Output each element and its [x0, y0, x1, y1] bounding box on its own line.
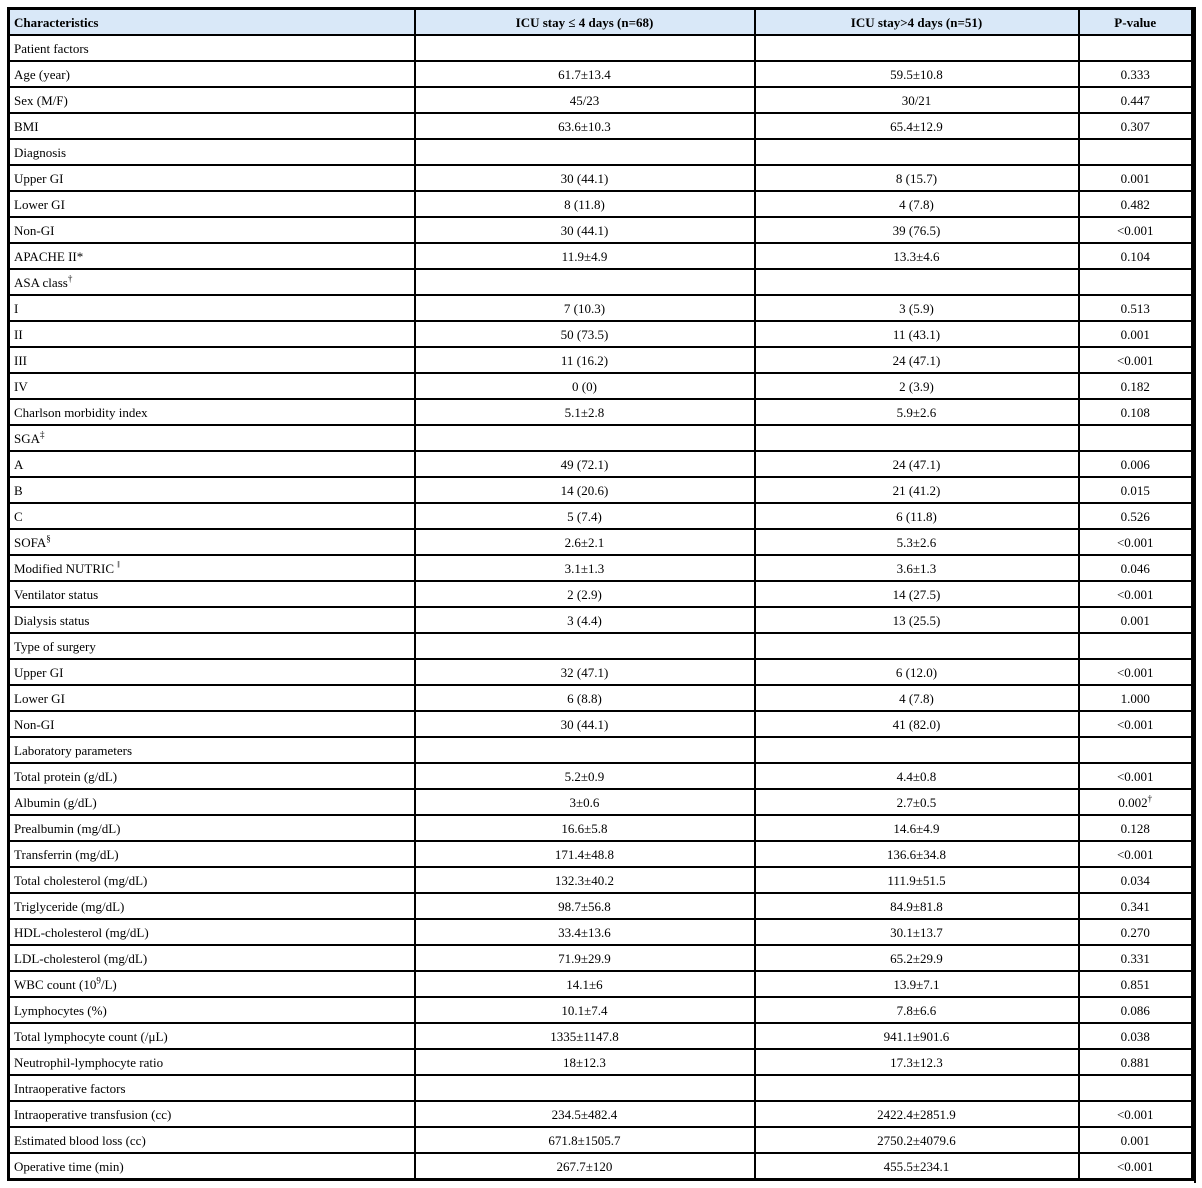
table-row: [9, 217, 1193, 243]
group1-value: 71.9±29.9: [415, 945, 755, 971]
group2-value: 14 (27.5): [755, 581, 1079, 607]
row-label: III: [9, 347, 415, 373]
table-row: [9, 607, 1193, 633]
group2-value: [755, 1075, 1079, 1101]
group2-value: 2422.4±2851.9: [755, 1101, 1079, 1127]
label-superscript: ‡: [40, 429, 45, 440]
group2-value: 3.6±1.3: [755, 555, 1079, 581]
table-row: [9, 191, 1193, 217]
p-value: <0.001: [1079, 347, 1193, 373]
group1-value: [415, 737, 755, 763]
row-label: Transferrin (mg/dL): [9, 841, 415, 867]
row-label: Neutrophil-lymphocyte ratio: [9, 1049, 415, 1075]
col-header-characteristics: Characteristics: [9, 9, 415, 36]
group2-value: 7.8±6.6: [755, 997, 1079, 1023]
group1-value: 2.6±2.1: [415, 529, 755, 555]
group1-value: [415, 269, 755, 295]
p-value: 0.001: [1079, 321, 1193, 347]
table-row: [9, 243, 1193, 269]
p-value: [1079, 425, 1193, 451]
group2-value: 941.1±901.6: [755, 1023, 1079, 1049]
row-label: Lower GI: [9, 685, 415, 711]
table-row: [9, 87, 1193, 113]
group1-value: 2 (2.9): [415, 581, 755, 607]
p-value: [1079, 737, 1193, 763]
row-label: Sex (M/F): [9, 87, 415, 113]
table-row: [9, 165, 1193, 191]
p-value: <0.001: [1079, 711, 1193, 737]
table-row: [9, 113, 1193, 139]
table-row: [9, 789, 1193, 815]
p-value: <0.001: [1079, 841, 1193, 867]
table-row: [9, 893, 1193, 919]
group2-value: 65.4±12.9: [755, 113, 1079, 139]
p-value: 0.006: [1079, 451, 1193, 477]
group2-value: 13.9±7.1: [755, 971, 1079, 997]
group1-value: 18±12.3: [415, 1049, 755, 1075]
p-value: [1079, 35, 1193, 61]
p-value: 0.108: [1079, 399, 1193, 425]
table-row: [9, 295, 1193, 321]
group1-value: 50 (73.5): [415, 321, 755, 347]
row-label: Ventilator status: [9, 581, 415, 607]
group1-value: 16.6±5.8: [415, 815, 755, 841]
row-label: Total protein (g/dL): [9, 763, 415, 789]
label-superscript: †: [67, 273, 73, 284]
table-body: [9, 35, 1193, 1180]
p-value: 0.526: [1079, 503, 1193, 529]
row-label: Lower GI: [9, 191, 415, 217]
table-row: [9, 503, 1193, 529]
p-value: [1079, 633, 1193, 659]
group2-value: 17.3±12.3: [755, 1049, 1079, 1075]
group2-value: 2.7±0.5: [755, 789, 1079, 815]
group1-value: 8 (11.8): [415, 191, 755, 217]
group1-value: [415, 139, 755, 165]
row-label: Triglyceride (mg/dL): [9, 893, 415, 919]
row-label: Non-GI: [9, 217, 415, 243]
group1-value: 63.6±10.3: [415, 113, 755, 139]
group2-value: 59.5±10.8: [755, 61, 1079, 87]
row-label: II: [9, 321, 415, 347]
row-label: WBC count $(10^9/L)$: [9, 971, 415, 997]
p-value: 0.015: [1079, 477, 1193, 503]
group2-value: 6 (11.8): [755, 503, 1079, 529]
p-value: 1.000: [1079, 685, 1193, 711]
row-label: Non-GI: [9, 711, 415, 737]
col-header-icu-stay-gt-4-days: ICU stay>4 days (n=51): [755, 9, 1079, 36]
group2-value: 84.9±81.8: [755, 893, 1079, 919]
row-label: Prealbumin (mg/dL): [9, 815, 415, 841]
table-row: [9, 529, 1193, 555]
col-header-p-value: P-value: [1079, 9, 1193, 36]
row-label: Total cholesterol (mg/dL): [9, 867, 415, 893]
group2-value: 30.1±13.7: [755, 919, 1079, 945]
group2-value: 136.6±34.8: [755, 841, 1079, 867]
row-label: LDL-cholesterol (mg/dL): [9, 945, 415, 971]
table-row: [9, 919, 1193, 945]
p-value: 0.333: [1079, 61, 1193, 87]
p-value: 0.307: [1079, 113, 1193, 139]
table-row: [9, 841, 1193, 867]
table-row: [9, 737, 1193, 763]
table-row: [9, 1101, 1193, 1127]
p-value: 0.331: [1079, 945, 1193, 971]
group2-value: 13.3±4.6: [755, 243, 1079, 269]
row-label: Patient factors: [9, 35, 415, 61]
col-header-icu-stay-le-4-days: ICU stay ≤ 4 days (n=68): [415, 9, 755, 36]
row-label: Age (year): [9, 61, 415, 87]
table-row: [9, 35, 1193, 61]
row-label: BMI: [9, 113, 415, 139]
group1-value: 11 (16.2): [415, 347, 755, 373]
group2-value: 4.4±0.8: [755, 763, 1079, 789]
p-value: <0.001: [1079, 217, 1193, 243]
table-row: [9, 633, 1193, 659]
p-value: 0.034: [1079, 867, 1193, 893]
group2-value: 13 (25.5): [755, 607, 1079, 633]
p-value: [1079, 139, 1193, 165]
p-value: <0.001: [1079, 1153, 1193, 1180]
label-superscript: §: [46, 533, 51, 544]
row-label: Modified NUTRIC ‖: [9, 555, 415, 581]
p-value: 0.086: [1079, 997, 1193, 1023]
group1-value: 14.1±6: [415, 971, 755, 997]
group1-value: 30 (44.1): [415, 165, 755, 191]
label-superscript: ‖: [117, 559, 120, 570]
group2-value: [755, 737, 1079, 763]
row-label: Diagnosis: [9, 139, 415, 165]
group1-value: 45/23: [415, 87, 755, 113]
row-label: HDL-cholesterol (mg/dL): [9, 919, 415, 945]
label-superscript: 9: [96, 975, 101, 986]
group1-value: 98.7±56.8: [415, 893, 755, 919]
row-label: Albumin (g/dL): [9, 789, 415, 815]
p-value: 0.001: [1079, 607, 1193, 633]
row-label: Laboratory parameters: [9, 737, 415, 763]
group2-value: [755, 35, 1079, 61]
p-value: <0.001: [1079, 659, 1193, 685]
group1-value: 61.7±13.4: [415, 61, 755, 87]
table-row: [9, 477, 1193, 503]
p-value: <0.001: [1079, 581, 1193, 607]
group1-value: 5.1±2.8: [415, 399, 755, 425]
p-value: 0.447: [1079, 87, 1193, 113]
group2-value: 3 (5.9): [755, 295, 1079, 321]
p-value: 0.002†: [1079, 789, 1193, 815]
group2-value: [755, 139, 1079, 165]
p-value: 0.001: [1079, 1127, 1193, 1153]
group1-value: 14 (20.6): [415, 477, 755, 503]
group2-value: [755, 633, 1079, 659]
group1-value: [415, 425, 755, 451]
table-row: [9, 61, 1193, 87]
group2-value: 21 (41.2): [755, 477, 1079, 503]
group2-value: 2 (3.9): [755, 373, 1079, 399]
group1-value: 132.3±40.2: [415, 867, 755, 893]
header-row: [9, 9, 1193, 36]
group2-value: 5.3±2.6: [755, 529, 1079, 555]
row-label: B: [9, 477, 415, 503]
p-value: 0.046: [1079, 555, 1193, 581]
row-label: Operative time (min): [9, 1153, 415, 1180]
p-value: 0.182: [1079, 373, 1193, 399]
p-value: 0.851: [1079, 971, 1193, 997]
table-row: [9, 1023, 1193, 1049]
group1-value: 49 (72.1): [415, 451, 755, 477]
table-row: [9, 425, 1193, 451]
table-row: [9, 945, 1193, 971]
group2-value: 111.9±51.5: [755, 867, 1079, 893]
group1-value: 32 (47.1): [415, 659, 755, 685]
table-row: [9, 971, 1193, 997]
group1-value: 3±0.6: [415, 789, 755, 815]
p-value: [1079, 1075, 1193, 1101]
group1-value: 5 (7.4): [415, 503, 755, 529]
table-row: [9, 685, 1193, 711]
group1-value: 3.1±1.3: [415, 555, 755, 581]
table-row: [9, 373, 1193, 399]
group2-value: 4 (7.8): [755, 191, 1079, 217]
group2-value: 30/21: [755, 87, 1079, 113]
table-row: [9, 399, 1193, 425]
table-row: [9, 1153, 1193, 1180]
table-outer-frame-line: [1194, 7, 1196, 1183]
row-label: Lymphocytes (%): [9, 997, 415, 1023]
group2-value: 41 (82.0): [755, 711, 1079, 737]
row-label: Charlson morbidity index: [9, 399, 415, 425]
p-value: 0.482: [1079, 191, 1193, 217]
group1-value: 10.1±7.4: [415, 997, 755, 1023]
group2-value: [755, 269, 1079, 295]
p-value: 0.270: [1079, 919, 1193, 945]
group1-value: 5.2±0.9: [415, 763, 755, 789]
group2-value: 11 (43.1): [755, 321, 1079, 347]
table-row: [9, 867, 1193, 893]
group1-value: 234.5±482.4: [415, 1101, 755, 1127]
row-label: Dialysis status: [9, 607, 415, 633]
p-value: 0.104: [1079, 243, 1193, 269]
table-row: [9, 763, 1193, 789]
table-row: [9, 815, 1193, 841]
row-label: IV: [9, 373, 415, 399]
table-row: [9, 1127, 1193, 1153]
group2-value: 14.6±4.9: [755, 815, 1079, 841]
group1-value: 3 (4.4): [415, 607, 755, 633]
group2-value: 2750.2±4079.6: [755, 1127, 1079, 1153]
group2-value: 8 (15.7): [755, 165, 1079, 191]
characteristics-table: [7, 7, 1194, 1181]
group1-value: 33.4±13.6: [415, 919, 755, 945]
row-label: I: [9, 295, 415, 321]
group2-value: 6 (12.0): [755, 659, 1079, 685]
row-label: ASA class†: [9, 269, 415, 295]
row-label: Upper GI: [9, 165, 415, 191]
table-row: [9, 269, 1193, 295]
table-row: [9, 139, 1193, 165]
table-row: [9, 1075, 1193, 1101]
table-row: [9, 451, 1193, 477]
row-label: Estimated blood loss (cc): [9, 1127, 415, 1153]
p-value: 0.881: [1079, 1049, 1193, 1075]
table-row: [9, 555, 1193, 581]
group1-value: 671.8±1505.7: [415, 1127, 755, 1153]
group2-value: 65.2±29.9: [755, 945, 1079, 971]
group2-value: 5.9±2.6: [755, 399, 1079, 425]
table-row: [9, 1049, 1193, 1075]
p-value: <0.001: [1079, 529, 1193, 555]
group1-value: 30 (44.1): [415, 711, 755, 737]
row-label: Upper GI: [9, 659, 415, 685]
row-label: C: [9, 503, 415, 529]
p-value: 0.038: [1079, 1023, 1193, 1049]
p-value: 0.128: [1079, 815, 1193, 841]
table-row: [9, 321, 1193, 347]
row-label: SGA‡: [9, 425, 415, 451]
group2-value: 24 (47.1): [755, 347, 1079, 373]
table-row: [9, 997, 1193, 1023]
row-label: APACHE II*: [9, 243, 415, 269]
table-row: [9, 659, 1193, 685]
row-label: Type of surgery: [9, 633, 415, 659]
table-row: [9, 347, 1193, 373]
group1-value: [415, 633, 755, 659]
group1-value: 7 (10.3): [415, 295, 755, 321]
group1-value: 171.4±48.8: [415, 841, 755, 867]
group1-value: 30 (44.1): [415, 217, 755, 243]
group2-value: 39 (76.5): [755, 217, 1079, 243]
p-value: 0.341: [1079, 893, 1193, 919]
row-label: Intraoperative factors: [9, 1075, 415, 1101]
p-value: 0.513: [1079, 295, 1193, 321]
p-value-superscript: †: [1147, 793, 1153, 804]
group1-value: 1335±1147.8: [415, 1023, 755, 1049]
group2-value: [755, 425, 1079, 451]
row-label: Intraoperative transfusion (cc): [9, 1101, 415, 1127]
p-value: <0.001: [1079, 1101, 1193, 1127]
group1-value: [415, 1075, 755, 1101]
group2-value: 24 (47.1): [755, 451, 1079, 477]
group1-value: 0 (0): [415, 373, 755, 399]
group1-value: [415, 35, 755, 61]
row-label: A: [9, 451, 415, 477]
p-value: 0.001: [1079, 165, 1193, 191]
p-value: [1079, 269, 1193, 295]
group2-value: 4 (7.8): [755, 685, 1079, 711]
group2-value: 455.5±234.1: [755, 1153, 1079, 1180]
group1-value: 6 (8.8): [415, 685, 755, 711]
row-label: Total lymphocyte count (/μL): [9, 1023, 415, 1049]
table-row: [9, 581, 1193, 607]
table-row: [9, 711, 1193, 737]
row-label: SOFA§: [9, 529, 415, 555]
group1-value: 267.7±120: [415, 1153, 755, 1180]
group1-value: 11.9±4.9: [415, 243, 755, 269]
p-value: <0.001: [1079, 763, 1193, 789]
